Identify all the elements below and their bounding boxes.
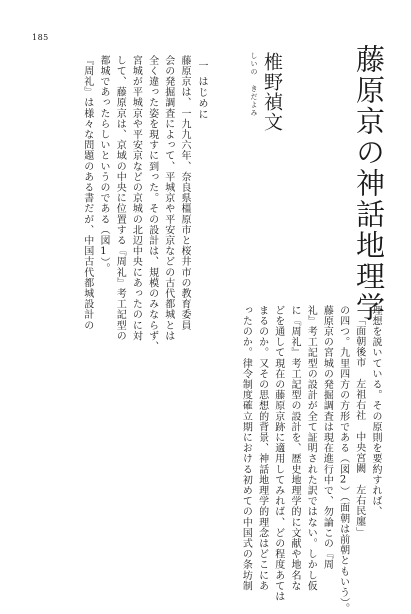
body-line: 礼』考工記型の設計が全て証明された訳ではない。しかし仮 xyxy=(305,305,317,592)
author-ruby: しいの きだよみ xyxy=(250,52,258,117)
body-line: 宮城が平城京や平安京などの京城の北辺中央にあったのに対 xyxy=(130,55,142,342)
body-line: 藤原京は、一九九六年、奈良県橿原市と桜井市の教育委員 xyxy=(179,55,190,331)
body-line: の四つ。九里四方の方形である（図2）（面朝は前朝ともいう）。 xyxy=(337,305,349,614)
body-line: 全く違った姿を現すに到った。その設計は、規模のみならず、 xyxy=(146,55,158,352)
section-heading-text: はじめに xyxy=(196,76,207,120)
section-number: 一 xyxy=(196,60,207,76)
body-line: 理想を説いている。その原則を要約すれば、 xyxy=(370,305,381,517)
body-text-bottom xyxy=(28,305,383,614)
body-line-quote: 「面朝後市 左祖右社 中央宮闕 左右民廛」 xyxy=(353,315,365,538)
page-number: 185 xyxy=(32,33,49,42)
section-heading xyxy=(194,60,209,120)
body-text-top xyxy=(18,55,192,352)
body-line: に『周礼』考工記型の設計を、歴史地理学的に文献や地名な xyxy=(288,305,300,592)
body-line: 会の発掘調査によって、平城京や平安京などの古代都城とは xyxy=(162,55,174,342)
body-line: 『周礼』は様々な問題のある書だが、中国古代都城設計の xyxy=(81,55,93,331)
body-line: どを通して現在の藤原京跡に適用してみれば、どの程度あては xyxy=(272,305,284,602)
body-line: まるのか。又その思想的背景、神話地理学的理念はどこにあ xyxy=(256,305,268,592)
body-line: 藤原京の宮城の発掘調査は現在進行中で、勿論この『周 xyxy=(321,305,333,570)
author-name: 椎野禎文 xyxy=(261,52,283,132)
body-line: して、藤原京は、京域の中央に位置する『周礼』考工記型の xyxy=(114,55,126,342)
article-title: 藤原京の神話地理学 xyxy=(352,44,386,323)
body-line: ったのか。律令制度確立期における初めての中国式の条坊制 xyxy=(240,305,252,592)
body-line: 都城であったらしいというのである（図1）。 xyxy=(97,55,109,274)
